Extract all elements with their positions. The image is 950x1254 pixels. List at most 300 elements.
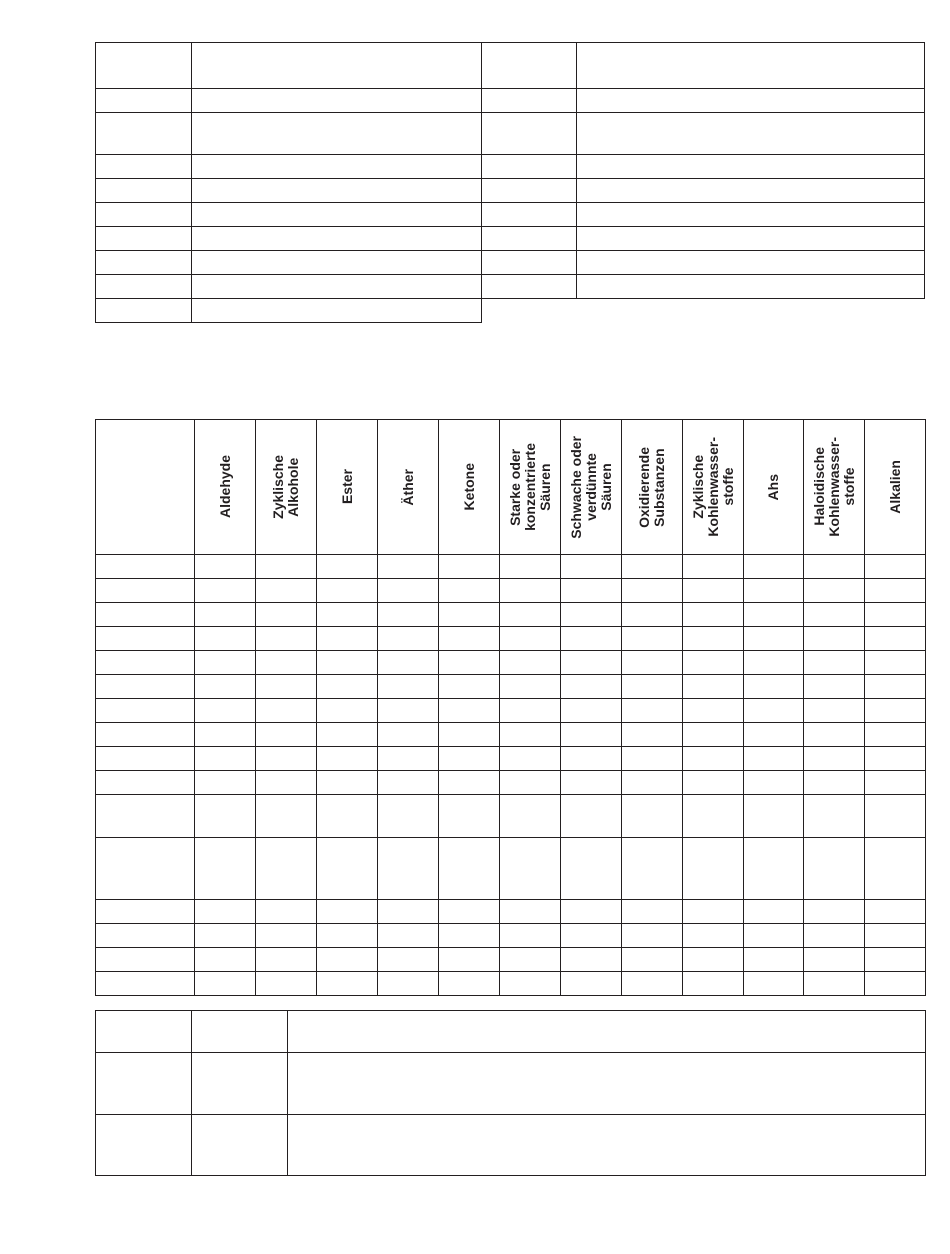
table-cell: [378, 555, 439, 579]
table-cell: [96, 89, 192, 113]
table-cell: [482, 203, 577, 227]
table-row: [96, 203, 925, 227]
table-cell: [561, 603, 622, 627]
table-cell: [192, 227, 482, 251]
table-cell: [683, 699, 744, 723]
table-cell: [744, 579, 804, 603]
table-cell: [192, 299, 482, 323]
table-cell: [195, 948, 256, 972]
table-cell: [561, 972, 622, 996]
table-cell: [804, 723, 865, 747]
table-cell: [804, 627, 865, 651]
table-row: [96, 948, 926, 972]
table-cell: [622, 948, 683, 972]
table-cell: [683, 838, 744, 900]
table-cell: [195, 603, 256, 627]
table-cell: [683, 627, 744, 651]
table-row: [96, 651, 926, 675]
table-cell: [195, 555, 256, 579]
table-row: [96, 723, 926, 747]
table-cell: [482, 155, 577, 179]
table-cell: [378, 972, 439, 996]
table-row: [96, 795, 926, 838]
table-cell: [378, 723, 439, 747]
table-cell: [96, 251, 192, 275]
table-cell: [561, 838, 622, 900]
header-aldehyde: Aldehyde: [195, 420, 256, 555]
table-cell: [865, 795, 926, 838]
table-cell: [96, 299, 192, 323]
table-cell: [195, 972, 256, 996]
table-cell: [500, 627, 561, 651]
table-cell: [744, 795, 804, 838]
table-cell: [561, 924, 622, 948]
header-oxidierende-substanzen: Oxidierende Substanzen: [622, 420, 683, 555]
table-cell: [317, 555, 378, 579]
table-cell: [256, 838, 317, 900]
table-cell: [288, 1115, 926, 1176]
table-cell: [378, 651, 439, 675]
table-cell: [317, 603, 378, 627]
table-cell: [439, 900, 500, 924]
table-cell: [96, 972, 195, 996]
table-cell: [804, 924, 865, 948]
table-cell: [96, 900, 195, 924]
table-cell: [683, 795, 744, 838]
table-cell: [804, 603, 865, 627]
table-cell: [622, 675, 683, 699]
table-cell: [439, 555, 500, 579]
table-cell: [96, 179, 192, 203]
table-cell: [622, 747, 683, 771]
table-cell: [561, 771, 622, 795]
table-row: [96, 1115, 926, 1176]
table-cell: [256, 675, 317, 699]
table-cell: [744, 555, 804, 579]
table-cell: [500, 747, 561, 771]
table-cell: [500, 900, 561, 924]
table-cell: [865, 900, 926, 924]
table-cell: [378, 795, 439, 838]
table-cell: [96, 155, 192, 179]
table-cell: [865, 651, 926, 675]
table-row: [96, 838, 926, 900]
table-cell: [500, 924, 561, 948]
table-cell: [96, 795, 195, 838]
table-cell: [96, 747, 195, 771]
table-cell: [561, 675, 622, 699]
table-cell: [500, 651, 561, 675]
table-cell: [96, 203, 192, 227]
table-cell: [865, 838, 926, 900]
table-cell: [317, 723, 378, 747]
table-cell: [577, 275, 925, 299]
table-row: [96, 179, 925, 203]
table-cell: [561, 723, 622, 747]
table-cell: [500, 579, 561, 603]
header-starke-saeuren: Starke oder konzentrierte Säuren: [500, 420, 561, 555]
table-cell: [439, 747, 500, 771]
table-cell: [195, 924, 256, 948]
table-cell: [561, 747, 622, 771]
table-cell: [865, 675, 926, 699]
table-cell: [96, 675, 195, 699]
table-cell: [561, 555, 622, 579]
table-cell: [804, 900, 865, 924]
table-cell: [195, 699, 256, 723]
table-cell: [744, 924, 804, 948]
table-cell: [683, 603, 744, 627]
table-cell: [804, 948, 865, 972]
table-cell: [195, 723, 256, 747]
table-cell: [865, 924, 926, 948]
table-cell: [500, 699, 561, 723]
table-cell: [439, 948, 500, 972]
table-cell: [256, 555, 317, 579]
table-cell: [500, 972, 561, 996]
table-cell: [192, 1115, 288, 1176]
table-cell: [482, 251, 577, 275]
table-cell: [865, 771, 926, 795]
table-cell: [195, 651, 256, 675]
header-schwache-saeuren: Schwache oder verdünnte Säuren: [561, 420, 622, 555]
table-cell: [744, 900, 804, 924]
header-zyklische-alkohole: Zyklische Alkohole: [256, 420, 317, 555]
table-row: [96, 227, 925, 251]
table-cell: [317, 627, 378, 651]
table-cell: [804, 675, 865, 699]
table-cell: [683, 723, 744, 747]
table-cell: [439, 579, 500, 603]
table-row: [96, 1011, 926, 1053]
table-cell: [577, 203, 925, 227]
table-cell: [561, 579, 622, 603]
table-cell: [317, 948, 378, 972]
table-cell: [804, 972, 865, 996]
table-cell: [865, 603, 926, 627]
table-cell: [317, 747, 378, 771]
table-cell: [439, 795, 500, 838]
table-cell: [577, 113, 925, 155]
table-cell: [195, 771, 256, 795]
table-cell: [439, 972, 500, 996]
table-cell: [804, 579, 865, 603]
table-cell: [683, 651, 744, 675]
table-cell: [500, 948, 561, 972]
table-cell: [744, 627, 804, 651]
table-cell: [500, 603, 561, 627]
table-cell: [622, 900, 683, 924]
chemical-compatibility-table: [95, 419, 926, 996]
header-ketone: Ketone: [439, 420, 500, 555]
table-cell: [439, 924, 500, 948]
table-cell: [439, 723, 500, 747]
table-cell: [683, 747, 744, 771]
top-table: [95, 42, 925, 323]
table-cell: [500, 795, 561, 838]
table-cell: [195, 900, 256, 924]
table-row: [96, 275, 925, 299]
table-row: [96, 627, 926, 651]
table-cell: [195, 675, 256, 699]
table-cell: [482, 227, 577, 251]
table-cell: [622, 795, 683, 838]
table-cell: [744, 838, 804, 900]
table-cell: [439, 651, 500, 675]
table-cell: [500, 675, 561, 699]
header-ester: Ester: [317, 420, 378, 555]
table-cell: [96, 1115, 192, 1176]
table-cell: [561, 900, 622, 924]
table-cell: [744, 675, 804, 699]
table-cell: [744, 747, 804, 771]
table-cell: [96, 699, 195, 723]
table-cell: [256, 771, 317, 795]
table-cell: [256, 747, 317, 771]
table-cell: [195, 838, 256, 900]
table-cell: [577, 251, 925, 275]
table-cell: [577, 43, 925, 89]
table-cell: [622, 555, 683, 579]
table-cell: [744, 723, 804, 747]
table-cell: [256, 603, 317, 627]
table-cell: [865, 555, 926, 579]
table-cell: [378, 838, 439, 900]
table-cell: [192, 251, 482, 275]
table-cell: [195, 747, 256, 771]
table-cell: [622, 838, 683, 900]
table-cell: [317, 699, 378, 723]
table-cell: [378, 699, 439, 723]
table-cell: [500, 838, 561, 900]
table-cell: [195, 627, 256, 651]
table-cell: [96, 948, 195, 972]
table-cell: [378, 747, 439, 771]
table-cell: [256, 924, 317, 948]
table-cell: [622, 924, 683, 948]
table-cell: [744, 771, 804, 795]
header-row: [96, 420, 926, 555]
table-cell: [317, 972, 378, 996]
table-row: [96, 89, 925, 113]
table-cell: [378, 771, 439, 795]
table-cell: [500, 771, 561, 795]
table-cell: [482, 179, 577, 203]
table-cell: [195, 795, 256, 838]
table-cell: [577, 89, 925, 113]
table-cell: [804, 555, 865, 579]
table-cell: [622, 579, 683, 603]
table-cell: [378, 627, 439, 651]
table-cell: [288, 1011, 926, 1053]
table-cell: [256, 651, 317, 675]
table-cell: [96, 1011, 192, 1053]
table-cell: [500, 723, 561, 747]
header-haloidische-kohlenwasserstoffe: Haloidische Kohlenwasser- stoffe: [804, 420, 865, 555]
table-row: [96, 699, 926, 723]
table-cell: [561, 795, 622, 838]
table-cell: [317, 924, 378, 948]
table-cell: [96, 603, 195, 627]
table-cell: [195, 579, 256, 603]
table-cell: [192, 179, 482, 203]
table-cell: [683, 771, 744, 795]
table-cell: [96, 1053, 192, 1115]
table-cell: [683, 972, 744, 996]
table-cell: [804, 795, 865, 838]
table-row: [96, 771, 926, 795]
table-cell: [744, 651, 804, 675]
table-cell: [378, 603, 439, 627]
table-cell: [865, 747, 926, 771]
table-cell: [96, 579, 195, 603]
table-row: [96, 924, 926, 948]
table-cell: [561, 627, 622, 651]
table-cell: [96, 924, 195, 948]
table-cell: [439, 603, 500, 627]
table-row: [96, 675, 926, 699]
table-row: [96, 900, 926, 924]
table-cell: [577, 155, 925, 179]
table-cell: [865, 972, 926, 996]
table-cell: [804, 838, 865, 900]
table-cell: [622, 771, 683, 795]
table-cell: [439, 627, 500, 651]
table-row: [96, 251, 925, 275]
table-cell: [865, 723, 926, 747]
table-cell: [96, 113, 192, 155]
table-cell: [622, 651, 683, 675]
table-cell: [378, 900, 439, 924]
table-row: [96, 747, 926, 771]
table-cell: [577, 299, 925, 323]
table-row: [96, 972, 926, 996]
table-cell: [683, 675, 744, 699]
table-cell: [683, 948, 744, 972]
table-row: [96, 43, 925, 89]
table-cell: [192, 1053, 288, 1115]
table-cell: [96, 771, 195, 795]
bottom-table: [95, 1010, 926, 1176]
table-cell: [192, 43, 482, 89]
table-cell: [622, 699, 683, 723]
table-cell: [317, 675, 378, 699]
table-cell: [256, 699, 317, 723]
table-row: [96, 1053, 926, 1115]
table-cell: [317, 900, 378, 924]
table-cell: [378, 948, 439, 972]
table-cell: [683, 555, 744, 579]
header-zyklische-kohlenwasserstoffe: Zyklische Kohlenwasser- stoffe: [683, 420, 744, 555]
table-cell: [96, 723, 195, 747]
table-cell: [622, 723, 683, 747]
table-cell: [622, 972, 683, 996]
table-cell: [192, 113, 482, 155]
table-cell: [482, 89, 577, 113]
table-cell: [96, 555, 195, 579]
header-aether: Äther: [378, 420, 439, 555]
table-cell: [865, 627, 926, 651]
table-cell: [744, 972, 804, 996]
table-cell: [482, 275, 577, 299]
table-cell: [865, 699, 926, 723]
table-cell: [192, 155, 482, 179]
table-cell: [439, 675, 500, 699]
table-cell: [804, 699, 865, 723]
table-row: [96, 603, 926, 627]
table-cell: [577, 179, 925, 203]
table-cell: [439, 771, 500, 795]
table-cell: [96, 43, 192, 89]
table-cell: [622, 627, 683, 651]
header-ahs: Ahs: [744, 420, 804, 555]
table-cell: [561, 948, 622, 972]
table-cell: [288, 1053, 926, 1115]
table-cell: [439, 838, 500, 900]
table-cell: [622, 603, 683, 627]
table-cell: [256, 900, 317, 924]
table-cell: [317, 795, 378, 838]
table-cell: [804, 747, 865, 771]
table-cell: [256, 948, 317, 972]
table-cell: [317, 579, 378, 603]
table-cell: [577, 227, 925, 251]
table-cell: [192, 89, 482, 113]
header-alkalien: Alkalien: [865, 420, 926, 555]
table-cell: [804, 651, 865, 675]
table-cell: [804, 771, 865, 795]
table-cell: [96, 275, 192, 299]
table-cell: [744, 948, 804, 972]
table-cell: [482, 43, 577, 89]
table-cell: [192, 1011, 288, 1053]
table-cell: [256, 627, 317, 651]
table-cell: [439, 699, 500, 723]
table-cell: [317, 771, 378, 795]
table-cell: [378, 579, 439, 603]
table-cell: [683, 900, 744, 924]
table-cell: [96, 227, 192, 251]
table-cell: [561, 651, 622, 675]
table-row: [96, 299, 925, 323]
table-cell: [256, 795, 317, 838]
table-cell: [256, 723, 317, 747]
table-cell: [865, 579, 926, 603]
table-row: [96, 579, 926, 603]
table-cell: [317, 838, 378, 900]
table-cell: [378, 924, 439, 948]
table-cell: [192, 275, 482, 299]
table-cell: [482, 299, 577, 323]
table-cell: [96, 838, 195, 900]
table-cell: [317, 651, 378, 675]
table-cell: [865, 948, 926, 972]
table-cell: [744, 699, 804, 723]
table-row: [96, 155, 925, 179]
table-cell: [683, 579, 744, 603]
table-cell: [500, 555, 561, 579]
table-cell: [561, 699, 622, 723]
table-cell: [96, 627, 195, 651]
table-cell: [256, 972, 317, 996]
table-cell: [683, 924, 744, 948]
table-cell: [256, 579, 317, 603]
table-row: [96, 113, 925, 155]
table-row: [96, 555, 926, 579]
table-cell: [192, 203, 482, 227]
table-cell: [378, 675, 439, 699]
table-cell: [482, 113, 577, 155]
